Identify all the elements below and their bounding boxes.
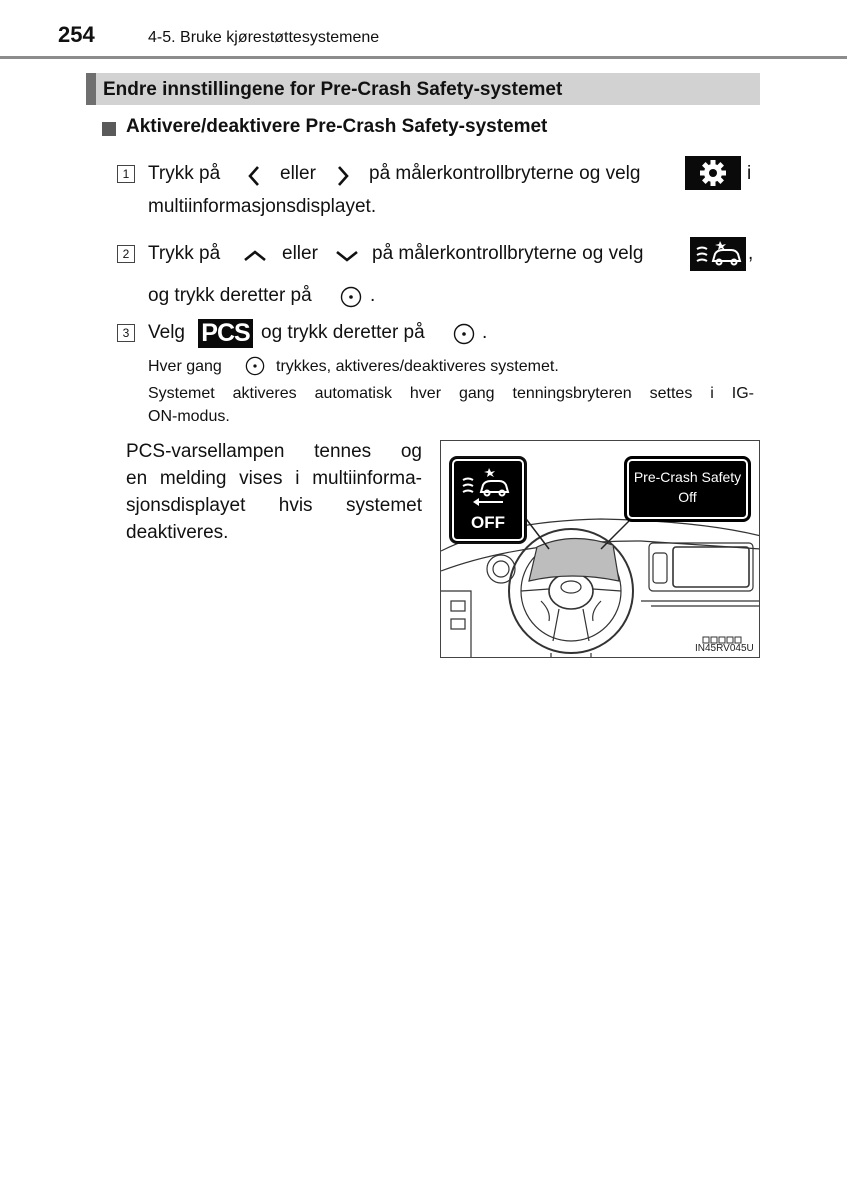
paragraph-line-4: deaktiveres. xyxy=(126,522,229,543)
step-3-note-1b: trykkes, aktiveres/deaktiveres systemet. xyxy=(276,358,559,375)
paragraph-line-1: PCS-varsellampen tennes og xyxy=(126,441,422,462)
step-3-note-2-line1: Systemet aktiveres automatisk hver gang tenningsbryteren settes i IG- xyxy=(148,385,754,402)
step-number-3: 3 xyxy=(117,324,135,342)
multi-info-display-callout xyxy=(624,456,751,522)
step-3-text-c: . xyxy=(482,322,488,343)
chevron-left-icon xyxy=(247,164,261,188)
chevron-right-icon xyxy=(336,164,350,188)
subsection-heading: Aktivere/deaktivere Pre-Crash Safety-systemet xyxy=(126,116,548,137)
pcs-off-indicator-callout xyxy=(449,456,527,544)
step-2-text-a: Trykk på xyxy=(148,243,221,264)
step-1-text-line2: multiinformasjonsdisplayet. xyxy=(148,196,377,217)
step-3-text-a: Velg xyxy=(148,322,185,343)
page-number: 254 xyxy=(58,22,95,47)
step-number-1: 1 xyxy=(117,165,135,183)
dashboard-illustration xyxy=(440,440,760,658)
step-1-text-b: eller xyxy=(280,163,316,184)
step-number-2: 2 xyxy=(117,245,135,263)
pcs-icon: PCS xyxy=(198,319,253,348)
figure-id: IN45RV045U xyxy=(695,643,754,654)
gear-icon xyxy=(685,156,741,190)
paragraph-line-2: en melding vises i multiinforma- xyxy=(126,468,422,489)
step-3-note-1a: Hver gang xyxy=(148,358,222,375)
chevron-up-icon xyxy=(242,248,268,264)
display-message-line1: Pre-Crash Safety xyxy=(633,469,742,485)
ok-button-icon xyxy=(340,286,362,308)
ok-button-icon xyxy=(245,356,265,376)
square-bullet-icon xyxy=(102,122,116,136)
chapter-title: 4-5. Bruke kjørestøttesystemene xyxy=(148,29,380,46)
pre-crash-safety-warning-icon xyxy=(459,466,517,510)
step-1-text-c: på målerkontrollbryterne og velg xyxy=(369,163,641,184)
step-3-note-2-line2: ON-modus. xyxy=(148,408,230,425)
step-2-text-line2b: . xyxy=(370,285,376,306)
ok-button-icon xyxy=(453,323,475,345)
step-3-text-b: og trykk deretter på xyxy=(261,322,425,343)
step-2-text-line2a: og trykk deretter på xyxy=(148,285,312,306)
paragraph-line-3: sjonsdisplayet hvis systemet xyxy=(126,495,422,516)
indicator-off-label: OFF xyxy=(471,513,505,532)
chevron-down-icon xyxy=(334,248,360,264)
display-message-line2: Off xyxy=(678,489,697,505)
step-1-text-a: Trykk på xyxy=(148,163,221,184)
step-2-text-b: eller xyxy=(282,243,318,264)
step-2-text-d: , xyxy=(748,243,754,264)
header-divider xyxy=(0,56,847,59)
step-1-text-d: i xyxy=(747,163,752,184)
warning-paragraph xyxy=(126,438,422,546)
section-title: Endre innstillingene for Pre-Crash Safety-systemet xyxy=(103,79,563,100)
pre-crash-safety-icon xyxy=(690,237,746,271)
step-2-text-c: på målerkontrollbryterne og velg xyxy=(372,243,644,264)
